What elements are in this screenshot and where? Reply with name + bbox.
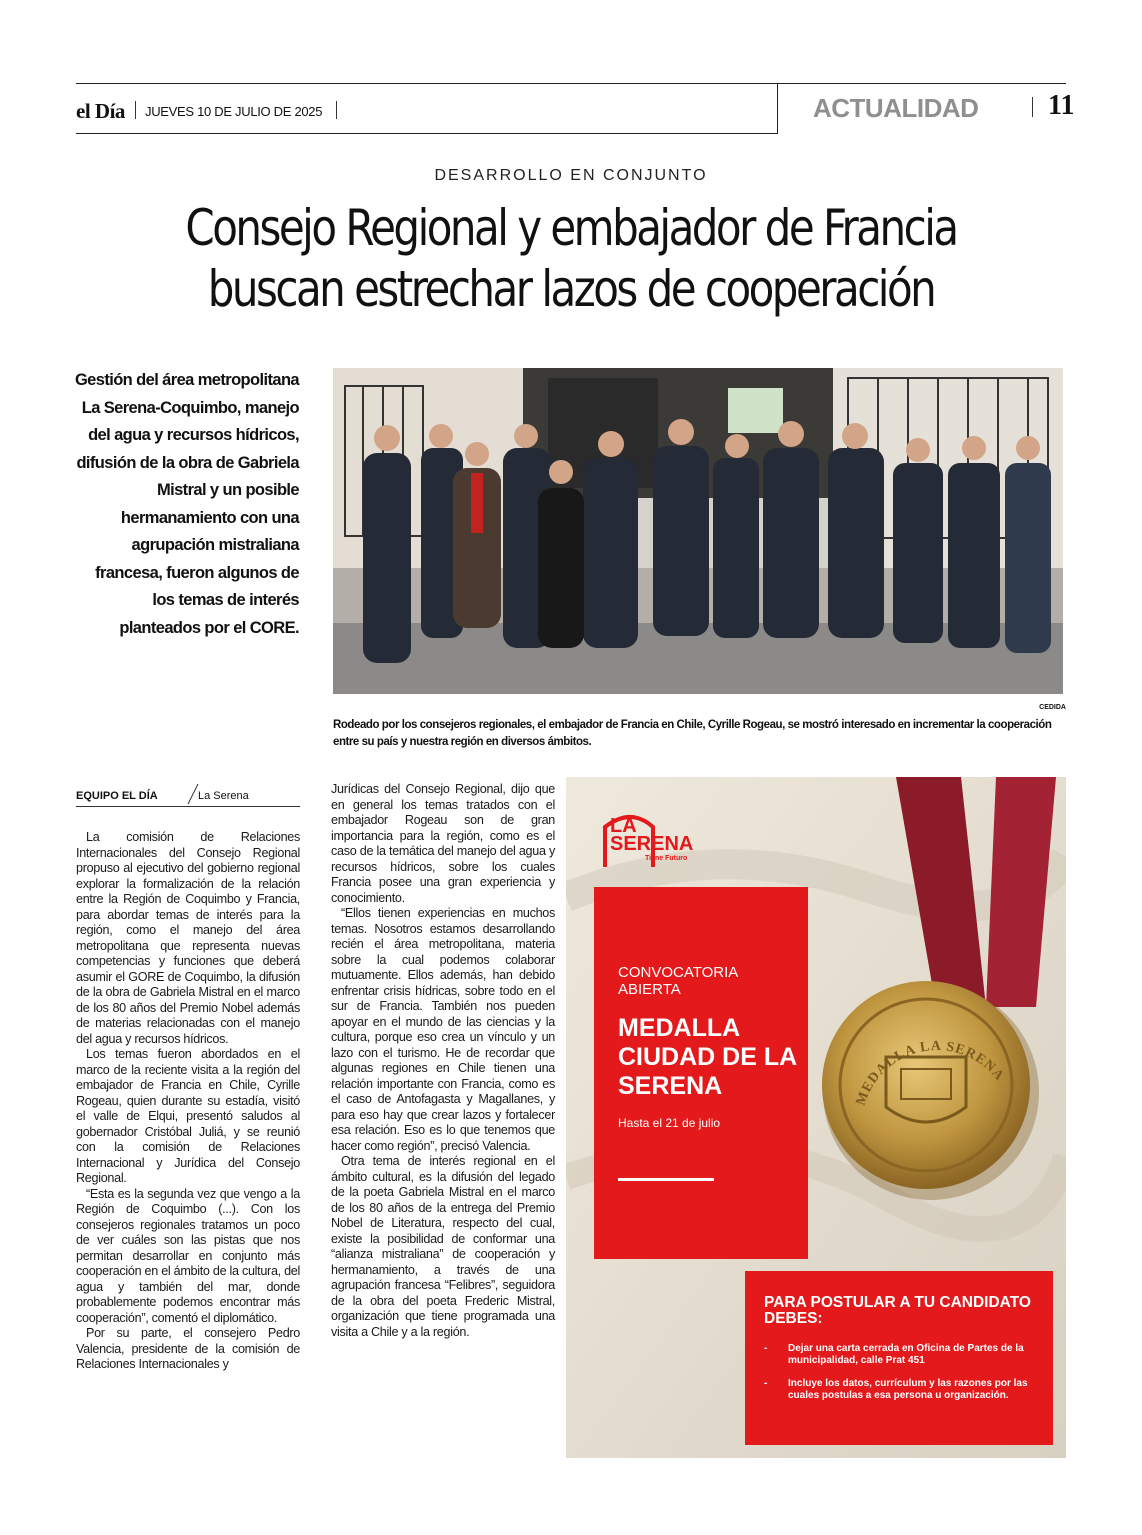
section-title: ACTUALIDAD	[813, 93, 979, 123]
byline-author: EQUIPO EL DÍA	[76, 790, 158, 802]
ad-title: MEDALLA CIUDAD DE LA SERENA	[618, 1014, 797, 1100]
ad-divider	[618, 1178, 714, 1181]
paragraph: Por su parte, el consejero Pedro Valencia, presidente de la comisión de Relaciones Internacionales y	[76, 1326, 300, 1371]
ad-convocatoria: CONVOCATORIA ABIERTA	[618, 964, 738, 998]
medal-text: MEDALLA LA SERENA	[853, 1038, 1007, 1108]
bullet-dash: -	[764, 1343, 768, 1354]
byline-rule	[76, 806, 300, 807]
newspaper-logo: el Día	[76, 99, 125, 123]
article-column-1	[76, 830, 300, 1373]
logo-text-serena: SERENA	[610, 833, 694, 855]
paragraph: La comisión de Relaciones Internacionales del Consejo Regional propuso al ejecutivo del gobierno regional explorar la formalización de la relación entre la Región de Coquimbo y Francia, para abordar temas de interés para la región, como el manejo del área metropolitana que representa nuevas competencias y funciones que deberá asumir el GORE de Coquimbo, la difusión de la obra de Gabriela Mistral en el marco de los 80 años del Premio Nobel además de materias relacionadas con el manejo del agua y recursos hídricos.	[76, 830, 300, 1046]
paragraph: “Ellos tienen experiencias en muchos temas. Nosotros estamos desarrollando recién el área metropolitana, materia sobre la cual podemos colaborar mutuamente. Ellos además, han debido enfrentar crisis hídricas, sobre todo en el sur de Francia. También nos pueden apoyar en el mundo de las ciencias y la cultura, porque eso crea un vínculo y un lazo con el turismo. He de recordar que algunas regiones en Chile tienen una relación importante con Francia, como es el caso de Antofagasta y Magallanes, y para eso hay que crear lazos y fortalecer esa relación. Eso es lo que tenemos que hacer como región”, precisó Valencia.	[331, 906, 555, 1153]
photo-caption: Rodeado por los consejeros regionales, el embajador de Francia en Chile, Cyrille Rogeau, se mostró interesado en incrementar la cooperación entre su país y nuestra región en diversos ámbitos.	[333, 719, 1052, 748]
logo-tagline: Tiene Futuro	[645, 855, 688, 862]
page-number: 11	[1048, 90, 1075, 121]
byline-city: La Serena	[198, 790, 249, 802]
headline-line-2: buscan estrechar lazos de cooperación	[207, 260, 935, 318]
header-rule-top	[76, 83, 1066, 84]
header-separator	[777, 83, 778, 133]
ad-deadline: Hasta el 21 de julio	[618, 1116, 721, 1130]
ad-instruction-text: Incluye los datos, currículum y las razones por las cuales postulas a esa persona u organización.	[788, 1378, 1028, 1401]
ad-instruction-item	[764, 1378, 1044, 1402]
ad-instruction-item	[764, 1343, 1044, 1367]
article-headline	[125, 198, 1017, 320]
article-kicker: DESARROLLO EN CONJUNTO	[434, 167, 708, 184]
headline-line-1: Consejo Regional y embajador de Francia	[185, 199, 957, 257]
la-serena-logo	[601, 805, 701, 876]
article-column-2	[331, 782, 555, 1340]
group-photo-illustration	[333, 368, 1063, 694]
photo-credit: CEDIDA	[1039, 704, 1066, 711]
bullet-dash: -	[764, 1378, 768, 1389]
header-rule-bottom	[76, 133, 778, 134]
article-summary: Gestión del área metropolitana La Serena-Coquimbo, manejo del agua y recursos hídricos, difusión de la obra de Gabriela Mistral y un posible hermanamiento con una agrupación mistraliana francesa, fueron algunos de los temas de interés planteados por el CORE.	[74, 371, 299, 637]
issue-date: JUEVES 10 DE JULIO DE 2025	[145, 104, 323, 119]
medal-inscription-text	[842, 1030, 1032, 1220]
ad-instruction-text: Dejar una carta cerrada en Oficina de Partes de la municipalidad, calle Prat 451	[788, 1343, 1024, 1366]
svg-text:MEDALLA LA SERENA	[854, 1039, 1007, 1108]
header-pipe	[135, 101, 136, 119]
paragraph: Los temas fueron abordados en el marco de la reciente visita a la región del embajador de Francia en Chile, Cyrille Rogeau, quien durante su estadía, visitó el valle de Elqui, presentó saludos al gobernador Cristóbal Juliá, y se reunió con la comisión de Relaciones Internacional y Jurídica del Consejo Regional.	[76, 1047, 300, 1185]
ad-instructions-title: PARA POSTULAR A TU CANDIDATO DEBES:	[764, 1294, 1031, 1327]
paragraph: “Esta es la segunda vez que vengo a la Región de Coquimbo (...). Con los consejeros regionales tratamos un poco de ver cuáles son las pistas que nos permitan desarrollar en conjunto más cooperación en el ámbito de la cultura, del agua y también del mar, donde probablemente podemos encontrar más cooperación”, comentó el diplomático.	[76, 1186, 300, 1325]
header-pipe	[336, 101, 337, 119]
header-pipe	[1032, 97, 1033, 117]
group-photo	[333, 368, 1063, 694]
logo-text-la: LA	[610, 815, 637, 837]
paragraph: Otra tema de interés regional en el ámbito cultural, es la difusión del legado de la poeta Gabriela Mistral en el marco de los 80 años de la entrega del Premio Nobel de Literatura, respecto del cual, existe la posibilidad de conformar una “alianza mistraliana” de cooperación y hermanamiento, a través de una agrupación francesa “Felibres”, seguidora de la obra del poeta Frederic Mistral, organización que tiene programada una visita a Chile y a la región.	[331, 1154, 555, 1339]
medal-inscription	[842, 1030, 1032, 1220]
paragraph: Jurídicas del Consejo Regional, dijo que en general los temas tratados con el embajador Rogeau son de gran importancia para la región, como es el caso de la temática del manejo del agua y recursos hídricos, sobre los cuales Francia posee una gran experiencia y conocimiento.	[331, 782, 555, 905]
